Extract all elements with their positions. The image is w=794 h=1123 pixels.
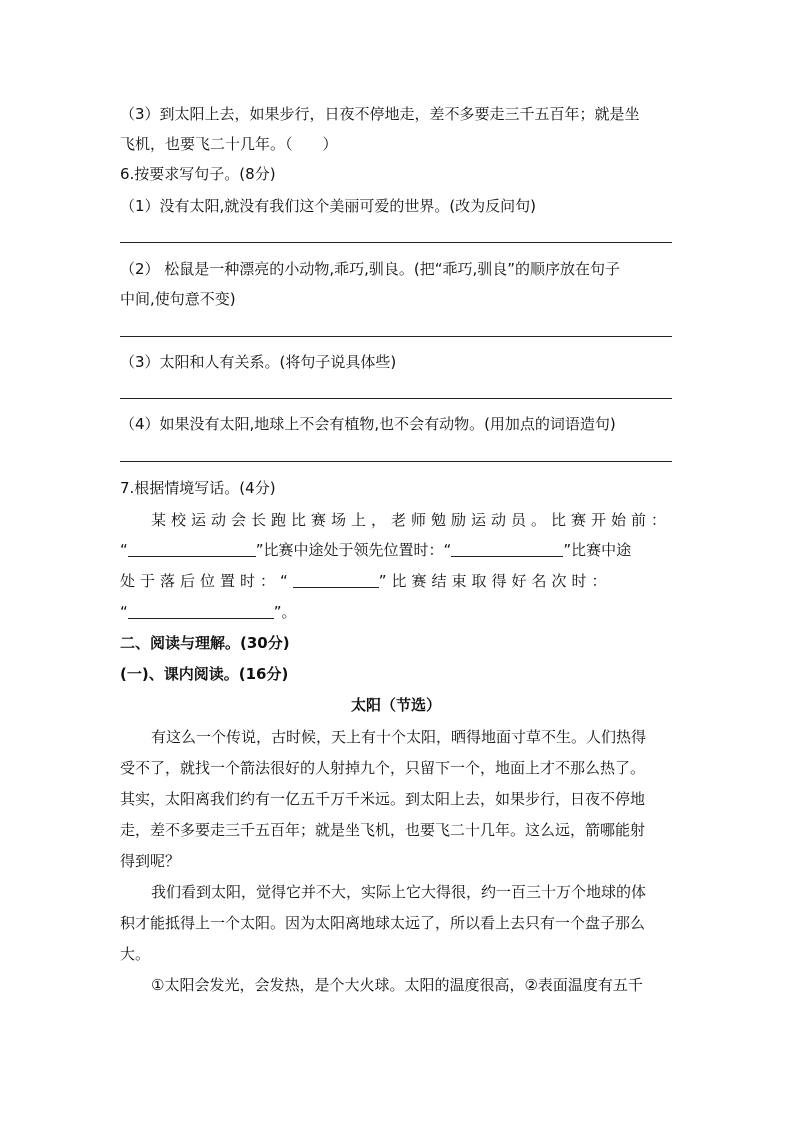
q6-s2-line2: 中间,使句意不变) [120,290,236,308]
q7-l3-end: ”比赛结束取得好名次时： [378,572,612,590]
q7-line1: 某校运动会长跑比赛场上，老师勉励运动员。比赛开始前： [151,511,672,529]
answer-line-4[interactable] [120,461,672,462]
p1-line2: 受不了，就找一个箭法很好的人射掉九个，只留下一个，地面上才不那么热了。 [120,759,646,777]
q7-l2-mid: ”比赛中途处于领先位置时：“ [255,541,452,559]
q7-l3-start: 处于落后位置时：“ [120,572,293,590]
p3-line1: ①太阳会发光，会发热，是个大火球。太阳的温度很高，②表面温度有五千 [151,976,643,994]
q7-l2-open: “ [120,541,128,559]
q7-blank-end[interactable] [128,604,274,619]
p1-line1: 有这么一个传说，古时候，天上有十个太阳，晒得地面寸草不生。人们热得 [151,728,647,746]
p2-line3: 大。 [120,945,151,963]
section2-title: 二、阅读与理解。(30分) [120,634,290,652]
q7-line2 [120,540,672,560]
q6-s2-line1: （2） 松鼠是一种漂亮的小动物,乖巧,驯良。(把“乖巧,驯良”的顺序放在句子 [120,260,621,278]
q7-blank-start[interactable] [128,542,256,557]
q7-line3 [120,571,672,591]
p2-line2: 积才能抵得上一个太阳。因为太阳离地球太远了，所以看上去只有一个盘子那么 [120,914,646,932]
answer-line-2[interactable] [120,336,672,337]
p1-line5: 得到呢？ [120,852,181,870]
q7-line4 [120,602,672,622]
section2-sub: (一)、课内阅读。(16分) [120,665,289,683]
answer-line-1[interactable] [120,242,672,243]
p1-line3: 其实，太阳离我们约有一亿五千万千米远。到太阳上去，如果步行，日夜不停地 [120,790,646,808]
p1-line4: 走，差不多要走三千五百年；就是坐飞机，也要飞二十几年。这么远，箭哪能射 [120,821,646,839]
q7-blank-leading[interactable] [451,542,563,557]
q6-title: 6.按要求写句子。(8分) [120,165,276,183]
q5-3-line1: （3）到太阳上去，如果步行，日夜不停地走，差不多要走三千五百年；就是坐 [120,105,640,123]
q7-l4-open: “ [120,603,128,621]
q6-s3: （3）太阳和人有关系。(将句子说具体些) [120,353,397,371]
q7-title: 7.根据情境写话。(4分) [120,479,276,497]
q7-l4-end: ”。 [273,603,297,621]
q5-3-line2: 飞机，也要飞二十几年。（ ） [120,135,338,153]
answer-line-3[interactable] [120,398,672,399]
q6-s1: （1）没有太阳,就没有我们这个美丽可爱的世界。(改为反问句) [120,197,537,215]
q6-s4: （4）如果没有太阳,地球上不会有植物,也不会有动物。(用加点的词语造句) [120,415,616,433]
q7-l2-end: ”比赛中途 [563,541,632,559]
p2-line1: 我们看到太阳，觉得它并不大，实际上它大得很，约一百三十万个地球的体 [151,883,647,901]
q7-blank-behind[interactable] [293,573,379,588]
passage-title: 太阳（节选） [350,696,441,714]
